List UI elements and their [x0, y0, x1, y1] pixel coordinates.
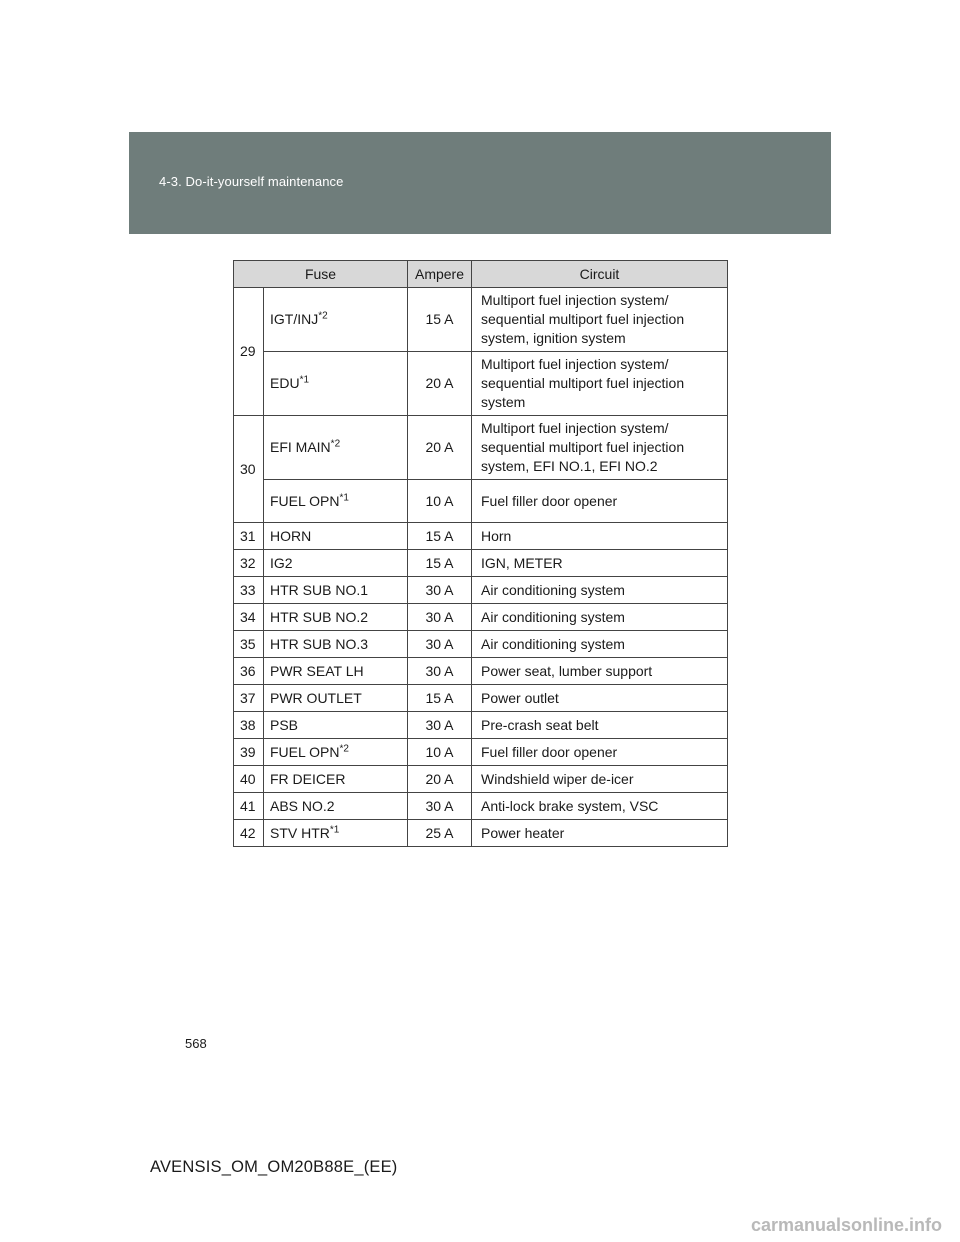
circuit: Windshield wiper de-icer — [472, 766, 728, 793]
fuse-name: HORN — [264, 523, 408, 550]
fuse-number: 41 — [234, 793, 264, 820]
ampere: 20 A — [408, 766, 472, 793]
ampere: 15 A — [408, 550, 472, 577]
fuse-name: HTR SUB NO.1 — [264, 577, 408, 604]
fuse-name: ABS NO.2 — [264, 793, 408, 820]
fuse-number: 38 — [234, 712, 264, 739]
circuit: Power heater — [472, 820, 728, 847]
fuse-name-cell — [264, 480, 408, 523]
footnote-mark: *2 — [339, 742, 349, 754]
fuse-name: FUEL OPN — [270, 492, 340, 509]
fuse-name: FUEL OPN — [270, 743, 340, 760]
ampere: 25 A — [408, 820, 472, 847]
table-row — [234, 739, 728, 766]
circuit: Air conditioning system — [472, 631, 728, 658]
footnote-mark: *1 — [329, 823, 340, 835]
fuse-name: IGT/INJ — [270, 311, 319, 327]
fuse-name: PWR SEAT LH — [264, 658, 408, 685]
fuse-number: 39 — [234, 739, 264, 766]
table-row — [234, 766, 728, 793]
circuit: Air conditioning system — [472, 577, 728, 604]
table-row — [234, 658, 728, 685]
fuse-table — [233, 260, 728, 847]
ampere: 30 A — [408, 658, 472, 685]
table-row — [234, 416, 728, 480]
ampere: 15 A — [408, 685, 472, 712]
circuit: IGN, METER — [472, 550, 728, 577]
ampere: 10 A — [408, 739, 472, 766]
fuse-name-cell — [264, 820, 408, 847]
ampere: 15 A — [408, 523, 472, 550]
ampere: 10 A — [408, 480, 472, 523]
circuit: Multiport fuel injection system/ sequential multiport fuel injection system, ignition system — [472, 288, 728, 352]
fuse-name-cell — [264, 739, 408, 766]
section-header-band — [129, 132, 831, 234]
page-number: 568 — [185, 1036, 207, 1051]
fuse-name: EDU — [270, 375, 300, 391]
watermark: carmanualsonline.info — [750, 1215, 942, 1235]
fuse-name: FR DEICER — [264, 766, 408, 793]
table-row — [234, 793, 728, 820]
footnote-mark: *2 — [318, 310, 328, 322]
table-row — [234, 288, 728, 352]
circuit: Power outlet — [472, 685, 728, 712]
table-row — [234, 631, 728, 658]
circuit: Anti-lock brake system, VSC — [472, 793, 728, 820]
fuse-number: 31 — [234, 523, 264, 550]
ampere: 15 A — [408, 288, 472, 352]
circuit: Air conditioning system — [472, 604, 728, 631]
circuit: Horn — [472, 523, 728, 550]
circuit: Multiport fuel injection system/ sequential multiport fuel injection system — [472, 352, 728, 416]
column-header-fuse: Fuse — [234, 261, 408, 288]
circuit: Multiport fuel injection system/ sequential multiport fuel injection system, EFI NO.1, EFI NO.2 — [472, 416, 728, 480]
fuse-number: 37 — [234, 685, 264, 712]
fuse-name: HTR SUB NO.3 — [264, 631, 408, 658]
fuse-number: 32 — [234, 550, 264, 577]
table-row — [234, 820, 728, 847]
circuit: Fuel filler door opener — [472, 480, 728, 523]
fuse-number: 33 — [234, 577, 264, 604]
table-row — [234, 712, 728, 739]
footnote-mark: *2 — [330, 438, 341, 450]
ampere: 20 A — [408, 352, 472, 416]
column-header-circuit: Circuit — [472, 261, 728, 288]
ampere: 30 A — [408, 631, 472, 658]
fuse-name: IG2 — [264, 550, 408, 577]
document-code: AVENSIS_OM_OM20B88E_(EE) — [150, 1158, 398, 1176]
fuse-number: 36 — [234, 658, 264, 685]
circuit: Power seat, lumber support — [472, 658, 728, 685]
ampere: 30 A — [408, 577, 472, 604]
footnote-mark: *1 — [339, 491, 349, 503]
table-row — [234, 577, 728, 604]
table-row — [234, 685, 728, 712]
footnote-mark: *1 — [299, 374, 310, 386]
fuse-name: PSB — [264, 712, 408, 739]
fuse-number: 35 — [234, 631, 264, 658]
table-row — [234, 352, 728, 416]
ampere: 30 A — [408, 793, 472, 820]
fuse-number: 42 — [234, 820, 264, 847]
fuse-name-cell — [264, 288, 408, 352]
section-title: 4-3. Do-it-yourself maintenance — [159, 174, 344, 189]
table-row — [234, 480, 728, 523]
table-row — [234, 604, 728, 631]
ampere: 20 A — [408, 416, 472, 480]
fuse-name: EFI MAIN — [270, 439, 331, 455]
ampere: 30 A — [408, 604, 472, 631]
fuse-number: 30 — [234, 416, 264, 523]
table-row — [234, 550, 728, 577]
column-header-ampere: Ampere — [408, 261, 472, 288]
table-header-row — [234, 261, 728, 288]
fuse-name: HTR SUB NO.2 — [264, 604, 408, 631]
fuse-number: 40 — [234, 766, 264, 793]
fuse-number: 29 — [234, 288, 264, 416]
fuse-name-cell — [264, 416, 408, 480]
table-row — [234, 523, 728, 550]
fuse-name: PWR OUTLET — [264, 685, 408, 712]
fuse-name: STV HTR — [270, 824, 330, 841]
circuit: Fuel filler door opener — [472, 739, 728, 766]
fuse-number: 34 — [234, 604, 264, 631]
fuse-name-cell — [264, 352, 408, 416]
ampere: 30 A — [408, 712, 472, 739]
circuit: Pre-crash seat belt — [472, 712, 728, 739]
